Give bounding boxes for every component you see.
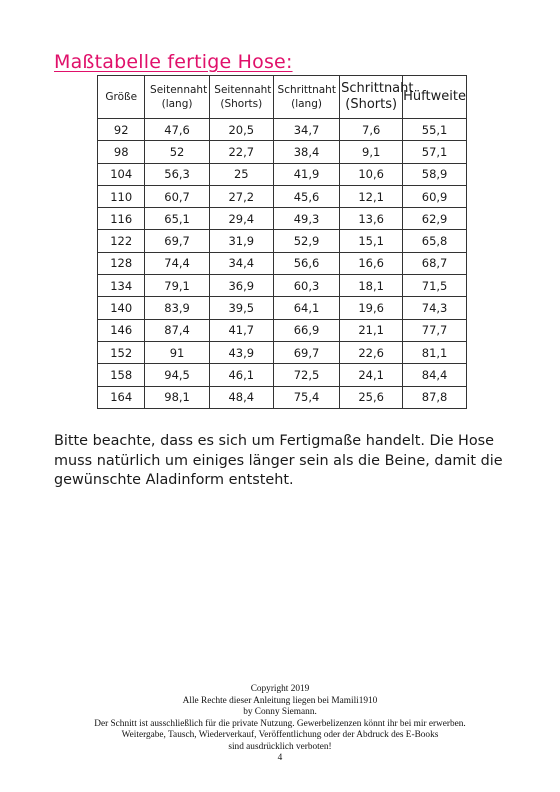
table-cell: 64,1 xyxy=(273,297,339,319)
footer-forbidden: sind ausdrücklich verboten! xyxy=(228,741,332,752)
table-cell: 56,3 xyxy=(145,163,209,185)
footer-author: by Conny Siemann. xyxy=(243,707,317,717)
table-cell: 60,9 xyxy=(403,185,467,207)
header-inseam-shorts: Schrittnaht (Shorts) xyxy=(340,76,403,119)
table-row xyxy=(98,341,467,363)
size-table xyxy=(97,75,467,409)
table-cell: 92 xyxy=(98,119,145,141)
table-cell: 29,4 xyxy=(209,208,273,230)
table-row xyxy=(98,386,467,408)
table-cell: 39,5 xyxy=(209,297,273,319)
footer-copyright: Copyright 2019 xyxy=(250,684,310,694)
footer-restriction: Weitergabe, Tausch, Wiederverkauf, Veröffentlichung oder der Abdruck des E-Books xyxy=(121,730,439,740)
table-row xyxy=(98,319,467,341)
table-cell: 27,2 xyxy=(209,185,273,207)
header-hip-width: Hüftweite xyxy=(403,76,467,119)
table-cell: 56,6 xyxy=(273,252,339,274)
table-cell: 12,1 xyxy=(340,185,403,207)
table-cell: 43,9 xyxy=(209,341,273,363)
table-cell: 24,1 xyxy=(340,364,403,386)
table-cell: 15,1 xyxy=(340,230,403,252)
table-cell: 83,9 xyxy=(145,297,209,319)
table-cell: 31,9 xyxy=(209,230,273,252)
table-cell: 79,1 xyxy=(145,275,209,297)
table-cell: 104 xyxy=(98,163,145,185)
table-row xyxy=(98,141,467,163)
table-cell: 60,3 xyxy=(273,275,339,297)
table-cell: 81,1 xyxy=(403,341,467,363)
footer-rights: Alle Rechte dieser Anleitung liegen bei Mamili1910 xyxy=(182,695,378,706)
table-cell: 57,1 xyxy=(403,141,467,163)
page-number: 4 xyxy=(277,753,283,763)
table-cell: 152 xyxy=(98,341,145,363)
note-text: Bitte beachte, dass es sich um Fertigmaße handelt. Die Hose muss natürlich um einiges länger sein als die Beine, damit die gewünschte Aladinform entsteht. xyxy=(54,433,503,488)
table-cell: 98 xyxy=(98,141,145,163)
table-cell: 18,1 xyxy=(340,275,403,297)
table-cell: 69,7 xyxy=(273,341,339,363)
table-row xyxy=(98,208,467,230)
table-cell: 45,6 xyxy=(273,185,339,207)
table-cell: 9,1 xyxy=(340,141,403,163)
table-cell: 87,8 xyxy=(403,386,467,408)
table-cell: 38,4 xyxy=(273,141,339,163)
table-cell: 34,7 xyxy=(273,119,339,141)
table-cell: 36,9 xyxy=(209,275,273,297)
table-cell: 25,6 xyxy=(340,386,403,408)
table-cell: 140 xyxy=(98,297,145,319)
table-cell: 19,6 xyxy=(340,297,403,319)
table-cell: 77,7 xyxy=(403,319,467,341)
table-cell: 52,9 xyxy=(273,230,339,252)
table-cell: 146 xyxy=(98,319,145,341)
table-cell: 41,7 xyxy=(209,319,273,341)
table-row xyxy=(98,185,467,207)
table-header-row xyxy=(98,76,467,119)
table-cell: 75,4 xyxy=(273,386,339,408)
table-cell: 72,5 xyxy=(273,364,339,386)
table-cell: 110 xyxy=(98,185,145,207)
table-cell: 74,3 xyxy=(403,297,467,319)
table-cell: 55,1 xyxy=(403,119,467,141)
table-cell: 122 xyxy=(98,230,145,252)
table-cell: 22,7 xyxy=(209,141,273,163)
table-cell: 49,3 xyxy=(273,208,339,230)
table-row xyxy=(98,119,467,141)
table-cell: 52 xyxy=(145,141,209,163)
table-cell: 16,6 xyxy=(340,252,403,274)
table-cell: 22,6 xyxy=(340,341,403,363)
table-cell: 41,9 xyxy=(273,163,339,185)
table-cell: 66,9 xyxy=(273,319,339,341)
table-row xyxy=(98,297,467,319)
table-row xyxy=(98,364,467,386)
table-cell: 84,4 xyxy=(403,364,467,386)
table-cell: 65,1 xyxy=(145,208,209,230)
table-row xyxy=(98,230,467,252)
table-cell: 60,7 xyxy=(145,185,209,207)
table-cell: 68,7 xyxy=(403,252,467,274)
table-cell: 128 xyxy=(98,252,145,274)
table-cell: 158 xyxy=(98,364,145,386)
table-cell: 48,4 xyxy=(209,386,273,408)
table-cell: 20,5 xyxy=(209,119,273,141)
table-cell: 10,6 xyxy=(340,163,403,185)
table-cell: 134 xyxy=(98,275,145,297)
table-cell: 47,6 xyxy=(145,119,209,141)
table-cell: 98,1 xyxy=(145,386,209,408)
table-row xyxy=(98,252,467,274)
header-side-seam-long: Seitennaht (lang) xyxy=(145,76,209,119)
table-cell: 87,4 xyxy=(145,319,209,341)
header-side-seam-shorts: Seitennaht (Shorts) xyxy=(209,76,273,119)
table-cell: 21,1 xyxy=(340,319,403,341)
table-row xyxy=(98,275,467,297)
table-cell: 34,4 xyxy=(209,252,273,274)
page-title: Maßtabelle fertige Hose: xyxy=(54,51,293,73)
table-cell: 91 xyxy=(145,341,209,363)
table-cell: 116 xyxy=(98,208,145,230)
table-cell: 13,6 xyxy=(340,208,403,230)
table-cell: 65,8 xyxy=(403,230,467,252)
table-cell: 58,9 xyxy=(403,163,467,185)
table-cell: 71,5 xyxy=(403,275,467,297)
table-cell: 25 xyxy=(209,163,273,185)
header-size: Größe xyxy=(98,76,145,119)
table-cell: 7,6 xyxy=(340,119,403,141)
header-inseam-long: Schrittnaht (lang) xyxy=(273,76,339,119)
footer xyxy=(0,684,560,765)
table-cell: 69,7 xyxy=(145,230,209,252)
table-row xyxy=(98,163,467,185)
footer-license: Der Schnitt ist ausschließlich für die private Nutzung. Gewerbelizenzen könnt ihr bei mir erwerben. xyxy=(94,718,466,729)
table-cell: 164 xyxy=(98,386,145,408)
table-cell: 94,5 xyxy=(145,364,209,386)
table-cell: 62,9 xyxy=(403,208,467,230)
table-cell: 74,4 xyxy=(145,252,209,274)
table-cell: 46,1 xyxy=(209,364,273,386)
